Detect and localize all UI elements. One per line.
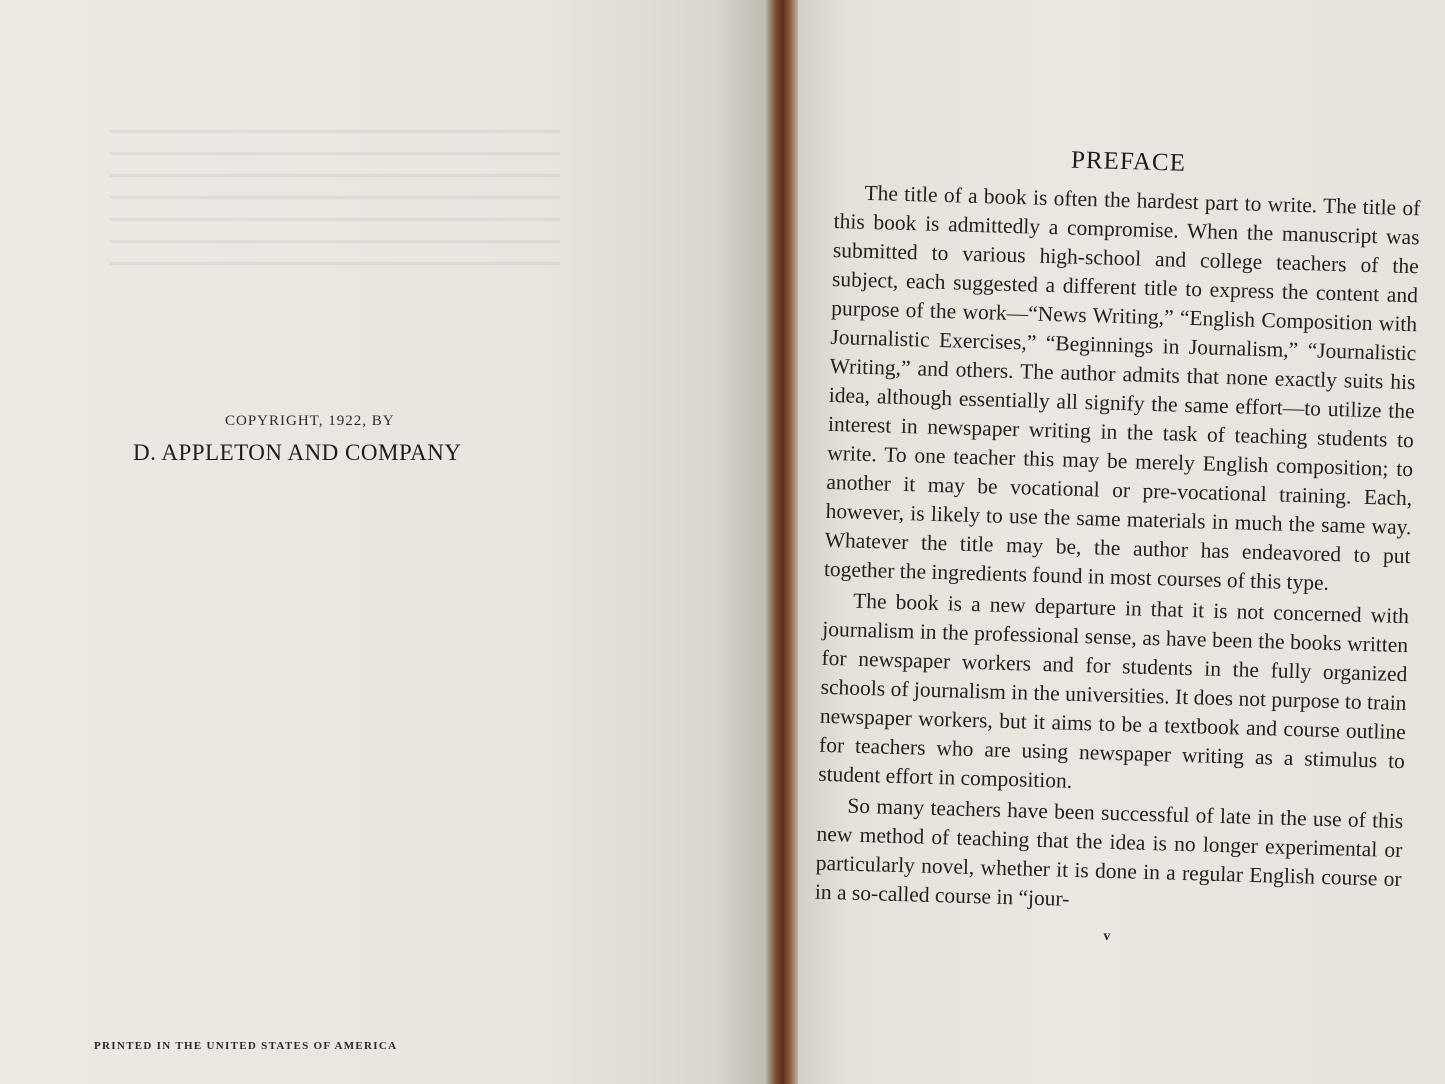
bleed-through-text: [110, 130, 560, 270]
preface-paragraph-2: The book is a new departure in that it is not concerned with journalism in the professional sense, as have been the books written for newspaper workers and for students in the fully organized schools of journalism in the universities. It does not purpose to train newspaper workers, but it aims to be a textbook and course outline for teachers who are using newspaper writing as a stimulus to student effort in composition.: [817, 588, 1410, 793]
publisher-name: D. APPLETON AND COMPANY: [133, 440, 462, 465]
page-number: v: [1103, 928, 1111, 944]
preface-paragraph-1: The title of a book is often the hardest part to write. The title of this book is admittedly a compromise. When the manuscript was submitted to various high-school and college teachers of the subject, each suggested a different title to express the content and purpose of the work—“News Writing,” “English Composition with Journalistic Exercises,” “Beginnings in Journalism,” “Journalistic Writing,” and others. The author admits that none exactly suits his idea, although essentially all signify the same effort—to utilize the interest in newspaper writing in the task of teaching students to write. To one teacher this may be merely English composition; to another it may be vocational or pre-vocational training. Each, however, is likely to use the same materials in much the same way. Whatever the title may be, the author has endeavored to put together the ingredients found in most courses of this type.: [823, 180, 1421, 595]
book-gutter: [766, 0, 800, 1084]
preface-paragraph-3: So many teachers have been successful of late in the use of this new method of teaching that the idea is no longer experimental or particularly novel, whether it is done in a regular English course or in a so-called course in “jour-: [814, 793, 1404, 911]
printed-in-line: PRINTED IN THE UNITED STATES OF AMERICA: [94, 1040, 398, 1052]
page-title: PREFACE: [1070, 146, 1187, 177]
preface-block: [814, 140, 1422, 953]
copyright-line: COPYRIGHT, 1922, BY: [225, 413, 395, 429]
